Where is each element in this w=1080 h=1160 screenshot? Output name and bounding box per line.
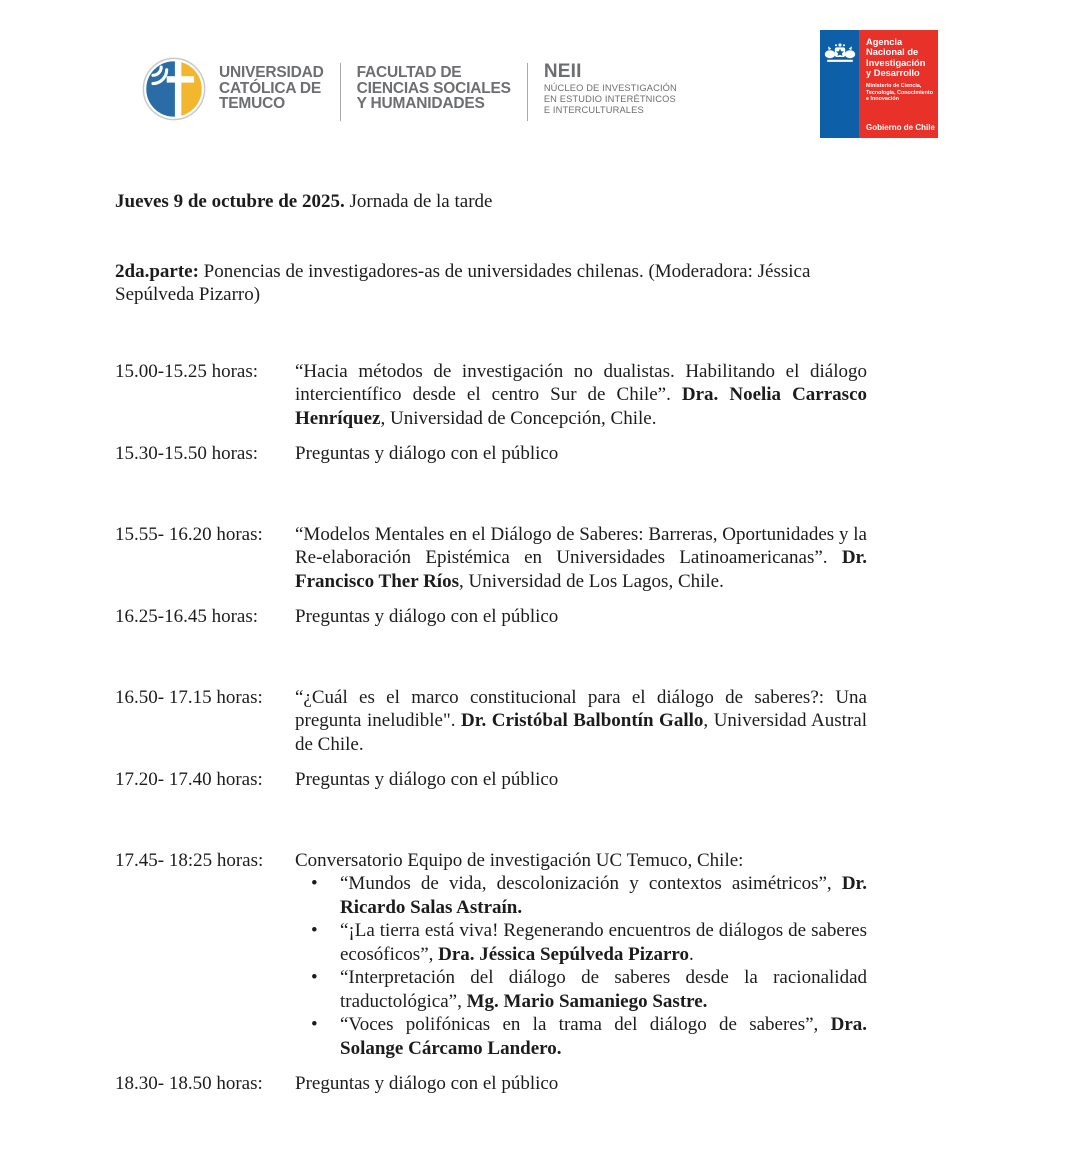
- text-run: Preguntas y diálogo con el público: [295, 443, 559, 464]
- text-run: , Universidad de Concepción, Chile.: [380, 407, 657, 429]
- bullet-text: [340, 966, 867, 1013]
- uct-line: TEMUCO: [219, 95, 285, 112]
- bullet-item: [295, 1013, 867, 1060]
- emphasized-text: Dra. Solange Cárcamo Landero.: [340, 1014, 867, 1059]
- neii-line: E INTERCULTURALES: [543, 105, 644, 115]
- schedule-row: [115, 849, 867, 1061]
- session-text: [295, 360, 867, 431]
- text-run: “Interpretación del diálogo de saberes desde la racionalidad traductológica”,: [340, 967, 867, 1012]
- text-run: “Mundos de vida, descolonización y contextos asimétricos”,: [340, 873, 842, 894]
- emphasized-text: 2da.parte:: [115, 260, 199, 282]
- time-label: 15.55- 16.20 horas:: [115, 523, 263, 545]
- emphasized-text: Dr. Francisco Ther Ríos: [295, 547, 867, 592]
- facultad-line: FACULTAD DE: [356, 64, 462, 81]
- time-label: 16.25-16.45 horas:: [115, 606, 259, 627]
- bullet-icon: •: [311, 967, 318, 988]
- schedule-row: [115, 686, 867, 757]
- session-text: [295, 849, 867, 873]
- time-label: 15.00-15.25 horas:: [115, 360, 259, 382]
- schedule: [115, 360, 867, 1096]
- session-description: [295, 1072, 867, 1096]
- facultad-line: Y HUMANIDADES: [356, 95, 485, 112]
- emphasized-text: Dra. Noelia Carrasco Henríquez: [295, 384, 867, 429]
- session-text: [295, 442, 867, 466]
- text-run: “Modelos Mentales en el Diálogo de Saberes: Barreras, Oportunidades y la Re-elaboración Epistémica en Universidades Latinoamericanas”.: [295, 523, 867, 568]
- time-label: 15.30-15.50 horas:: [115, 443, 259, 464]
- bullet-text: [340, 919, 867, 966]
- anid-ministry-text: Ministerio de Ciencia, Tecnología, Conocimiento e Innovación: [866, 83, 933, 103]
- part-heading: [115, 260, 867, 307]
- anid-government-text: Gobierno de Chile: [866, 123, 935, 132]
- bullet-text: [340, 1013, 867, 1060]
- bullet-icon: •: [311, 873, 318, 894]
- session-description: [295, 605, 867, 629]
- text-run: Preguntas y diálogo con el público: [295, 769, 559, 790]
- anid-agency-name: Agencia Nacional de Investigación y Desarrollo: [866, 37, 926, 78]
- text-run: Ponencias de investigadores-as de universidades chilenas. (Moderadora: Jéssica Sepúlveda Pizarro): [115, 260, 811, 305]
- uct-line: CATÓLICA DE: [219, 79, 321, 97]
- time-label: 17.45- 18:25 horas:: [115, 849, 264, 871]
- text-run: , Universidad Austral de Chile.: [295, 710, 867, 755]
- anid-red-panel: [859, 30, 938, 138]
- text-run: “Voces polifónicas en la trama del diálogo de saberes”,: [340, 1014, 831, 1035]
- session-text: [295, 605, 867, 629]
- bullet-icon: •: [311, 920, 318, 941]
- session-text: [295, 768, 867, 792]
- text-run: Preguntas y diálogo con el público: [295, 1073, 559, 1094]
- schedule-row: [115, 360, 867, 431]
- time-label: 16.50- 17.15 horas:: [115, 686, 263, 708]
- text-run: Jornada de la tarde: [344, 191, 493, 212]
- session-description: [295, 768, 867, 792]
- text-run: Preguntas y diálogo con el público: [295, 606, 559, 627]
- schedule-row: [115, 768, 867, 792]
- schedule-row: [115, 442, 867, 466]
- session-description: [295, 523, 867, 594]
- session-text: [295, 523, 867, 594]
- schedule-row: [115, 605, 867, 629]
- session-description: [295, 442, 867, 466]
- emphasized-text: Dra. Jéssica Sepúlveda Pizarro: [438, 943, 689, 965]
- session-text: [295, 1072, 867, 1096]
- text-run: “¿Cuál es el marco constitucional para el diálogo de saberes?: Una pregunta ineludible".: [295, 686, 867, 731]
- neii-line: EN ESTUDIO INTERÉTNICOS: [543, 94, 676, 104]
- text-run: Conversatorio Equipo de investigación UC Temuco, Chile:: [295, 849, 744, 871]
- text-run: , Universidad de Los Lagos, Chile.: [458, 570, 724, 592]
- text-run: .: [688, 943, 694, 965]
- bullet-icon: •: [311, 1014, 318, 1035]
- bullet-text: [340, 872, 867, 919]
- emphasized-text: Jueves 9 de octubre de 2025.: [115, 191, 345, 212]
- uct-line: UNIVERSIDAD: [219, 64, 324, 81]
- text-run: “Hacia métodos de investigación no dualistas. Habilitando el diálogo intercientífico desde el centro Sur de Chile”.: [295, 360, 867, 405]
- session-description: [295, 849, 867, 1061]
- neii-line: NÚCLEO DE INVESTIGACIÓN: [543, 83, 677, 93]
- time-label: 17.20- 17.40 horas:: [115, 769, 263, 790]
- schedule-row: [115, 1072, 867, 1096]
- time-label: 18.30- 18.50 horas:: [115, 1073, 263, 1094]
- neii-title: NEII: [543, 61, 582, 82]
- session-description: [295, 686, 867, 757]
- emphasized-text: Dr. Cristóbal Balbontín Gallo: [461, 710, 704, 731]
- emphasized-text: Dr. Ricardo Salas Astraín.: [340, 873, 867, 918]
- text-run: “¡La tierra está viva! Regenerando encuentros de diálogos de saberes ecosóficos”,: [340, 920, 867, 965]
- session-description: [295, 360, 867, 431]
- emphasized-text: Mg. Mario Samaniego Sastre.: [466, 990, 708, 1012]
- schedule-row: [115, 523, 867, 594]
- bullet-item: [295, 872, 867, 919]
- bullet-item: [295, 919, 867, 966]
- bullet-item: [295, 966, 867, 1013]
- date-heading: [115, 190, 867, 214]
- session-text: [295, 686, 867, 757]
- program-content: [115, 0, 867, 1096]
- facultad-line: CIENCIAS SOCIALES: [356, 79, 511, 97]
